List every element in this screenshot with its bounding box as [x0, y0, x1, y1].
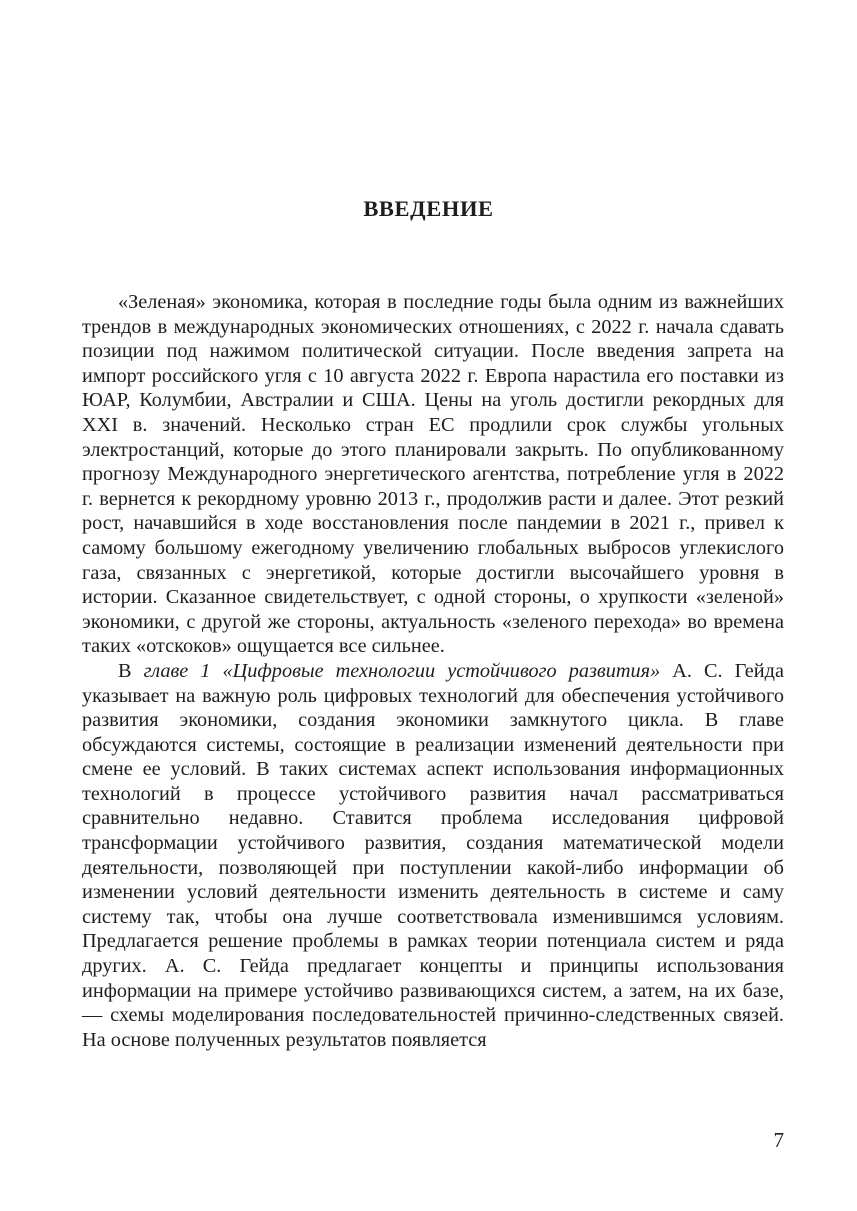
paragraph-intro	[82, 290, 784, 659]
paragraph-chapter-1-text: А. С. Гейда указывает на важную роль цифровых технологий для обеспечения устойчивого развития экономики, создания экономики замкнутого цикла. В главе обсуждаются системы, состоящие в реализации изменений деятельности при смене ее условий. В таких системах аспект использования информационных технологий в процессе устойчивого развития начал рассматриваться сравнительно недавно. Ставится проблема исследования цифровой трансформации устойчивого развития, создания математической модели деятельности, позволяющей при поступлении какой-либо информации об изменении условий деятельности изменить деятельность в системе и саму систему так, чтобы она лучше соответствовала изменившимся условиям. Предлагается решение проблемы в рамках теории потенциала систем и ряда других. А. С. Гейда предлагает концепты и принципы использования информации на примере устойчиво развивающихся систем, а затем, на их базе, — схемы моделирования последовательностей причинно-следственных связей. На основе полученных результатов появляется	[82, 659, 784, 1051]
paragraph-chapter-1-lead: В	[118, 659, 144, 682]
page-title: ВВЕДЕНИЕ	[363, 196, 494, 221]
paragraph-chapter-1	[82, 659, 784, 1053]
body-text	[82, 290, 784, 1052]
page-number: 7	[773, 1128, 784, 1152]
chapter-1-reference: главе 1 «Цифровые технологии устойчивого развития»	[143, 659, 661, 682]
paragraph-intro-text: «Зеленая» экономика, которая в последние годы была одним из важнейших трендов в международных экономических отношениях, с 2022 г. начала сдавать позиции под нажимом политической ситуации. После введения запрета на импорт российского угля с 10 августа 2022 г. Европа нарастила его поставки из ЮАР, Колумбии, Австралии и США. Цены на уголь достигли рекордных для XXI в. значений. Несколько стран ЕС продлили срок службы угольных электростанций, которые до этого планировали закрыть. По опубликованному прогнозу Международного энергетического агентства, потребление угля в 2022 г. вернется к рекордному уровню 2013 г., продолжив расти и далее. Этот резкий рост, начавшийся в ходе восстановления после пандемии в 2021 г., привел к самому большому ежегодному увеличению глобальных выбросов углекислого газа, связанных с энергетикой, которые достигли высочайшего уровня в истории. Сказанное свидетельствует, с одной стороны, о хрупкости «зеленой» экономики, с другой же стороны, актуальность «зеленого перехода» во времена таких «отскоков» ощущается все сильнее.	[82, 291, 784, 658]
